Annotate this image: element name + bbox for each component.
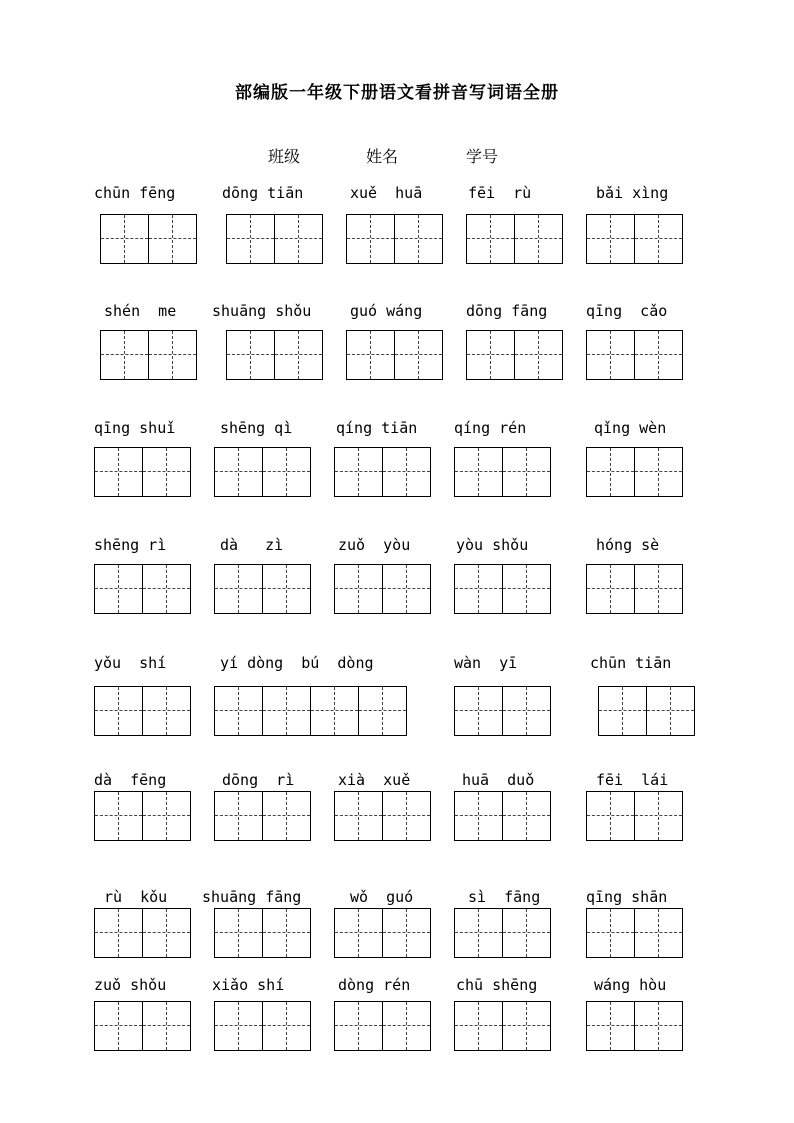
character-box[interactable]	[467, 331, 515, 379]
character-box[interactable]	[503, 565, 551, 613]
writing-grid[interactable]	[94, 908, 191, 958]
writing-grid[interactable]	[214, 908, 311, 958]
writing-grid[interactable]	[226, 214, 323, 264]
character-box[interactable]	[635, 792, 683, 840]
writing-grid[interactable]	[454, 564, 551, 614]
character-box[interactable]	[587, 331, 635, 379]
pinyin-label: fēi lái	[596, 771, 669, 789]
character-box[interactable]	[149, 215, 197, 263]
character-box[interactable]	[275, 331, 323, 379]
writing-grid[interactable]	[334, 908, 431, 958]
writing-grid[interactable]	[454, 686, 551, 736]
character-box[interactable]	[515, 215, 563, 263]
student-number-label: 学号	[466, 147, 499, 166]
pinyin-label: rù kǒu	[104, 888, 168, 906]
pinyin-label: shēng qì	[220, 419, 293, 437]
writing-grid[interactable]	[334, 564, 431, 614]
writing-grid[interactable]	[214, 1001, 311, 1051]
pinyin-label: wǒ guó	[350, 888, 414, 906]
page-title: 部编版一年级下册语文看拼音写词语全册	[235, 83, 559, 103]
character-box[interactable]	[455, 565, 503, 613]
pinyin-label: dà fēng	[94, 771, 167, 789]
character-box[interactable]	[143, 687, 191, 735]
writing-grid[interactable]	[214, 447, 311, 497]
pinyin-label: xià xuě	[338, 771, 411, 789]
pinyin-label: guó wáng	[350, 302, 423, 320]
character-box[interactable]	[635, 565, 683, 613]
character-box[interactable]	[215, 565, 263, 613]
character-box[interactable]	[383, 448, 431, 496]
pinyin-label: dōng rì	[222, 771, 295, 789]
writing-grid[interactable]	[214, 686, 407, 736]
character-box[interactable]	[335, 565, 383, 613]
writing-grid[interactable]	[94, 447, 191, 497]
character-box[interactable]	[455, 448, 503, 496]
writing-grid[interactable]	[100, 214, 197, 264]
character-box[interactable]	[215, 909, 263, 957]
character-box[interactable]	[263, 448, 311, 496]
pinyin-label: chū shēng	[456, 976, 538, 994]
character-box[interactable]	[95, 565, 143, 613]
character-box[interactable]	[467, 215, 515, 263]
character-box[interactable]	[95, 687, 143, 735]
pinyin-label: yǒu shí	[94, 654, 167, 672]
writing-grid[interactable]	[598, 686, 695, 736]
pinyin-label: xuě huā	[350, 184, 423, 202]
character-box[interactable]	[587, 215, 635, 263]
character-box[interactable]	[227, 215, 275, 263]
character-box[interactable]	[143, 1002, 191, 1050]
pinyin-label: yòu shǒu	[456, 536, 529, 554]
character-box[interactable]	[635, 331, 683, 379]
character-box[interactable]	[503, 448, 551, 496]
character-box[interactable]	[143, 448, 191, 496]
pinyin-label: zuǒ shǒu	[94, 976, 167, 994]
character-box[interactable]	[227, 331, 275, 379]
pinyin-label: dōng fāng	[466, 302, 548, 320]
writing-grid[interactable]	[100, 330, 197, 380]
pinyin-label: xiǎo shí	[212, 976, 285, 994]
pinyin-label: qīng shān	[586, 888, 668, 906]
character-box[interactable]	[503, 687, 551, 735]
writing-grid[interactable]	[466, 214, 563, 264]
pinyin-label: qīng shuǐ	[94, 419, 176, 437]
pinyin-label: shēng rì	[94, 536, 167, 554]
writing-grid[interactable]	[466, 330, 563, 380]
writing-grid[interactable]	[454, 447, 551, 497]
writing-grid[interactable]	[214, 791, 311, 841]
writing-grid[interactable]	[586, 330, 683, 380]
character-box[interactable]	[311, 687, 359, 735]
character-box[interactable]	[503, 1002, 551, 1050]
character-box[interactable]	[587, 448, 635, 496]
character-box[interactable]	[101, 331, 149, 379]
pinyin-label: qíng tiān	[336, 419, 418, 437]
character-box[interactable]	[347, 331, 395, 379]
writing-grid[interactable]	[214, 564, 311, 614]
character-box[interactable]	[599, 687, 647, 735]
character-box[interactable]	[95, 448, 143, 496]
character-box[interactable]	[335, 909, 383, 957]
pinyin-label: wáng hòu	[594, 976, 667, 994]
character-box[interactable]	[215, 448, 263, 496]
character-box[interactable]	[215, 792, 263, 840]
character-box[interactable]	[95, 1002, 143, 1050]
character-box[interactable]	[503, 792, 551, 840]
character-box[interactable]	[215, 1002, 263, 1050]
character-box[interactable]	[515, 331, 563, 379]
writing-grid[interactable]	[94, 791, 191, 841]
writing-grid[interactable]	[586, 447, 683, 497]
pinyin-label: bǎi xìng	[596, 184, 669, 202]
pinyin-label: dòng rén	[338, 976, 411, 994]
character-box[interactable]	[263, 565, 311, 613]
character-box[interactable]	[383, 565, 431, 613]
writing-grid[interactable]	[454, 1001, 551, 1051]
pinyin-label: fēi rù	[468, 184, 532, 202]
pinyin-label: zuǒ yòu	[338, 536, 411, 554]
character-box[interactable]	[143, 565, 191, 613]
character-box[interactable]	[383, 792, 431, 840]
writing-grid[interactable]	[346, 330, 443, 380]
pinyin-label: chūn tiān	[590, 654, 672, 672]
character-box[interactable]	[335, 448, 383, 496]
character-box[interactable]	[263, 792, 311, 840]
character-box[interactable]	[101, 215, 149, 263]
writing-grid[interactable]	[586, 1001, 683, 1051]
pinyin-label: chūn fēng	[94, 184, 176, 202]
pinyin-label: sì fāng	[468, 888, 541, 906]
writing-grid[interactable]	[586, 791, 683, 841]
character-box[interactable]	[359, 687, 407, 735]
character-box[interactable]	[383, 909, 431, 957]
character-box[interactable]	[635, 448, 683, 496]
writing-grid[interactable]	[94, 1001, 191, 1051]
character-box[interactable]	[587, 1002, 635, 1050]
character-box[interactable]	[95, 792, 143, 840]
character-box[interactable]	[95, 909, 143, 957]
writing-grid[interactable]	[586, 214, 683, 264]
writing-grid[interactable]	[94, 686, 191, 736]
writing-grid[interactable]	[454, 791, 551, 841]
character-box[interactable]	[587, 909, 635, 957]
character-box[interactable]	[503, 909, 551, 957]
pinyin-label: shuāng shǒu	[212, 302, 312, 320]
character-box[interactable]	[383, 1002, 431, 1050]
writing-grid[interactable]	[334, 791, 431, 841]
character-box[interactable]	[347, 215, 395, 263]
character-box[interactable]	[263, 1002, 311, 1050]
pinyin-label: shén me	[104, 302, 177, 320]
character-box[interactable]	[635, 909, 683, 957]
character-box[interactable]	[587, 792, 635, 840]
pinyin-label: shuāng fāng	[202, 888, 302, 906]
pinyin-label: yí dòng bú dòng	[220, 654, 374, 672]
writing-grid[interactable]	[334, 447, 431, 497]
pinyin-label: qíng rén	[454, 419, 527, 437]
character-box[interactable]	[647, 687, 695, 735]
writing-grid[interactable]	[94, 564, 191, 614]
character-box[interactable]	[455, 792, 503, 840]
character-box[interactable]	[143, 792, 191, 840]
character-box[interactable]	[143, 909, 191, 957]
character-box[interactable]	[149, 331, 197, 379]
pinyin-label: wàn yī	[454, 654, 518, 672]
character-box[interactable]	[455, 687, 503, 735]
character-box[interactable]	[395, 215, 443, 263]
character-box[interactable]	[587, 565, 635, 613]
character-box[interactable]	[455, 1002, 503, 1050]
character-box[interactable]	[263, 687, 311, 735]
character-box[interactable]	[215, 687, 263, 735]
character-box[interactable]	[263, 909, 311, 957]
character-box[interactable]	[395, 331, 443, 379]
character-box[interactable]	[455, 909, 503, 957]
pinyin-label: qīng cǎo	[586, 302, 668, 320]
character-box[interactable]	[275, 215, 323, 263]
writing-grid[interactable]	[334, 1001, 431, 1051]
pinyin-label: huā duǒ	[462, 771, 535, 789]
pinyin-label: dà zì	[220, 536, 284, 554]
character-box[interactable]	[335, 1002, 383, 1050]
pinyin-label: hóng sè	[596, 536, 660, 554]
writing-grid[interactable]	[586, 908, 683, 958]
pinyin-label: qǐng wèn	[594, 419, 667, 437]
writing-grid[interactable]	[226, 330, 323, 380]
character-box[interactable]	[635, 215, 683, 263]
name-label: 姓名	[366, 147, 399, 166]
writing-grid[interactable]	[586, 564, 683, 614]
writing-grid[interactable]	[454, 908, 551, 958]
class-label: 班级	[268, 147, 301, 166]
character-box[interactable]	[635, 1002, 683, 1050]
character-box[interactable]	[335, 792, 383, 840]
writing-grid[interactable]	[346, 214, 443, 264]
pinyin-label: dōng tiān	[222, 184, 304, 202]
